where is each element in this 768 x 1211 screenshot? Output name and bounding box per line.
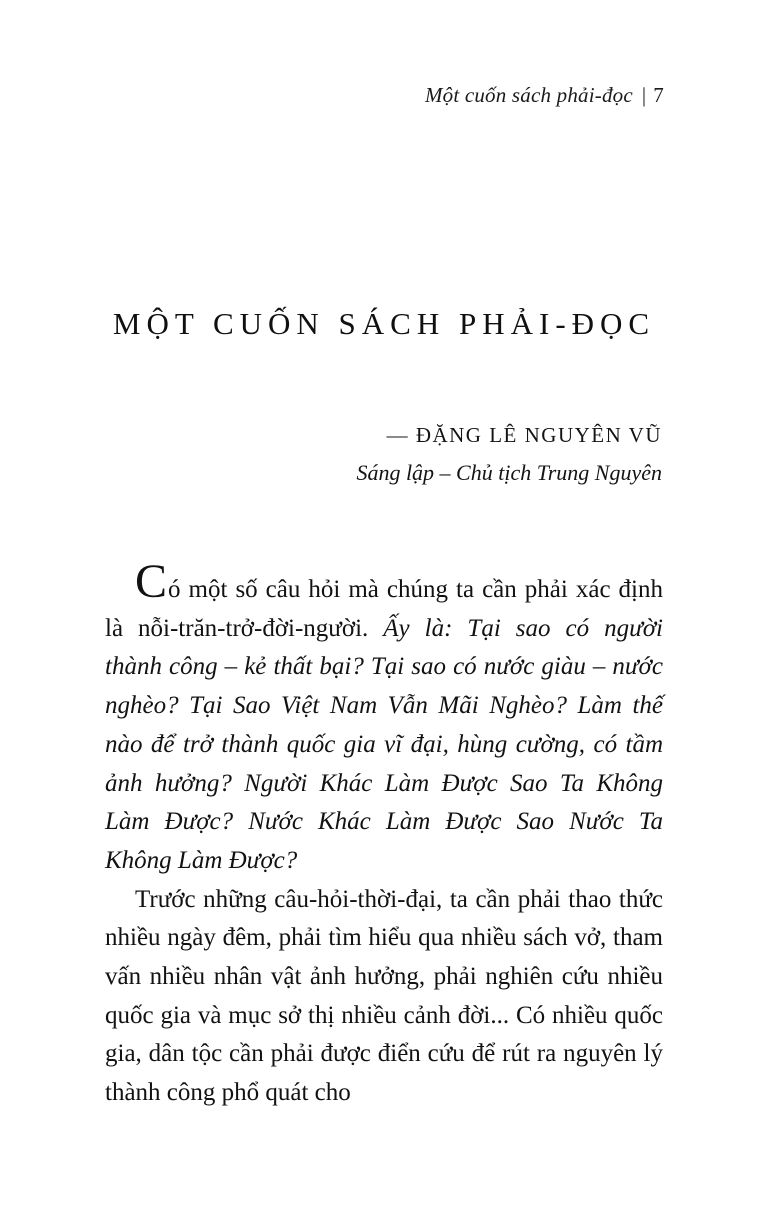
author-byline: — ĐẶNG LÊ NGUYÊN VŨ <box>386 423 662 447</box>
running-head-title: Một cuốn sách phải-đọc <box>424 83 633 107</box>
paragraph-1 <box>105 555 663 881</box>
chapter-title: MỘT CUỐN SÁCH PHẢI-ĐỌC <box>112 306 656 341</box>
body-text <box>105 555 663 1113</box>
paragraph-1-italic: Ấy là: Tại sao có người thành công – kẻ thất bại? Tại sao có nước giàu – nước nghèo? Tại Sao Việt Nam Vẫn Mãi Nghèo? Làm thế nào để trở thành quốc gia vĩ đại, hùng cường, có tầm ảnh hưởng? Người Khác Làm Được Sao Ta Không Làm Được? Nước Khác Làm Được Sao Nước Ta Không Làm Được? <box>105 614 663 874</box>
author-role: Sáng lập – Chủ tịch Trung Nguyên <box>356 460 662 485</box>
running-head <box>106 83 664 108</box>
paragraph-2: Trước những câu-hỏi-thời-đại, ta cần phải thao thức nhiều ngày đêm, phải tìm hiểu qua nhiều sách vở, tham vấn nhiều nhân vật ảnh hưởng, phải nghiên cứu nhiều quốc gia và mục sở thị nhiều cảnh đời... Có nhiều quốc gia, dân tộc cần phải được điển cứu để rút ra nguyên lý thành công phổ quát cho <box>105 885 663 1107</box>
page-number: 7 <box>653 83 664 107</box>
drop-cap: C <box>135 555 169 608</box>
paragraph-1-roman: ó một số câu hỏi mà chúng ta cần phải xác định là nỗi-trăn-trở-đời-người. <box>105 576 663 642</box>
running-head-separator: | <box>641 83 647 107</box>
